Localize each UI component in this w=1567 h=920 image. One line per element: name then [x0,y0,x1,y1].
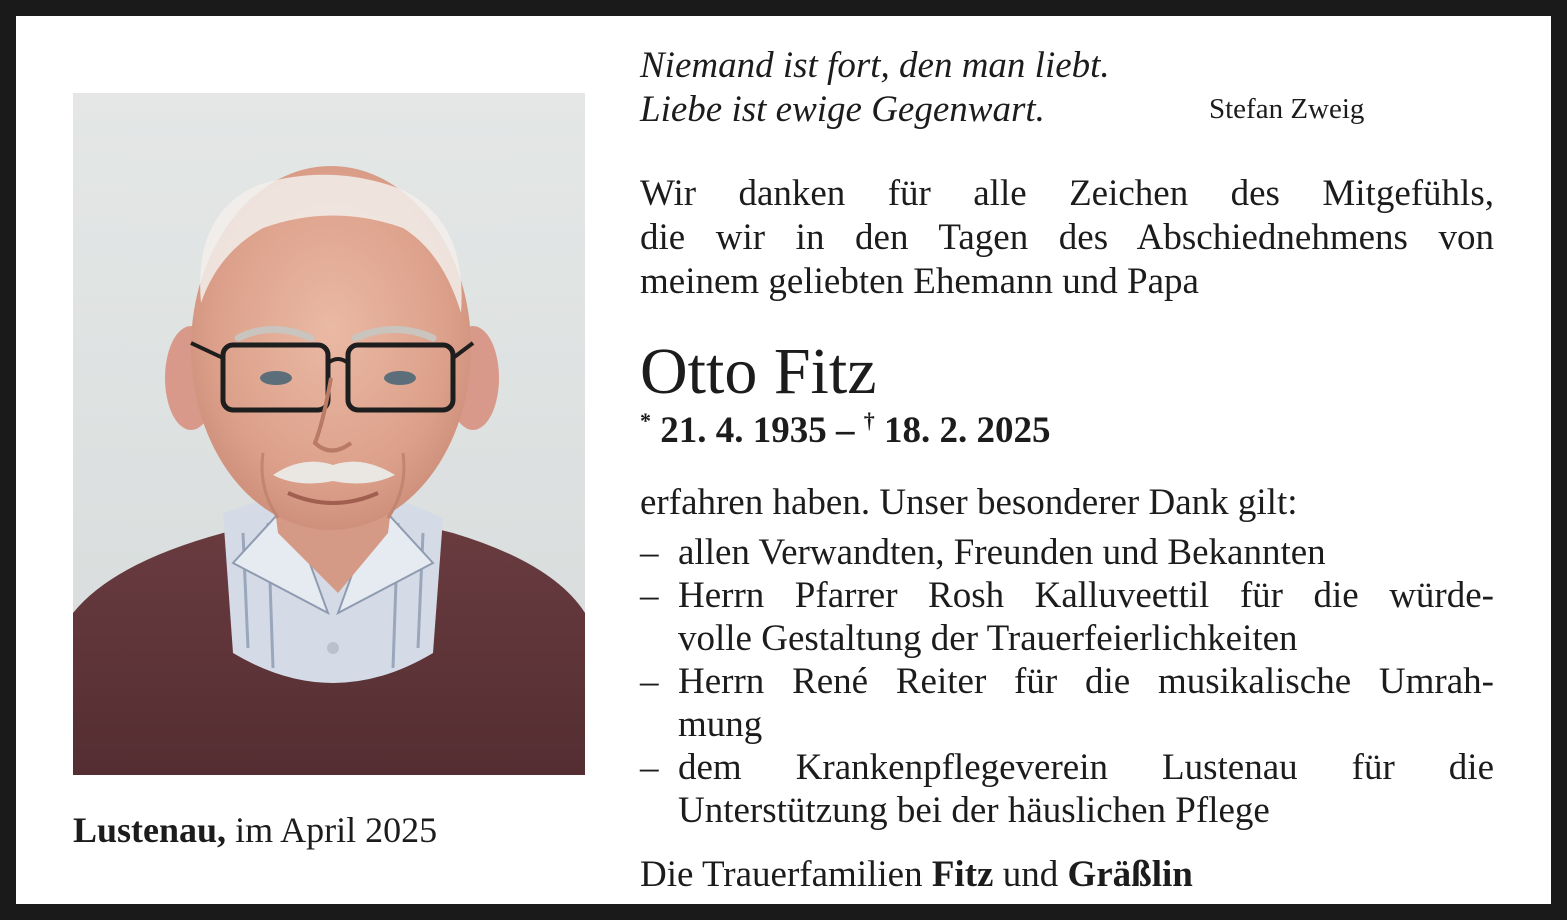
death-date: 18. 2. 2025 [884,410,1051,451]
list-item-line: dem Krankenpflegeverein Lustenau für die [678,747,1494,788]
life-dates [640,408,1051,452]
quote-line-2: Liebe ist ewige Gegenwart. [640,89,1045,130]
list-marker: – [640,532,659,573]
list-item-line: Herrn René Reiter für die musikalische Umrah- [678,661,1494,702]
list-item-line: mung [678,704,763,745]
family-name-1: Fitz [931,854,994,895]
place-date: im April 2025 [235,810,438,850]
birth-date: 21. 4. 1935 [660,410,827,451]
portrait-photo [73,93,585,775]
signature-prefix: Die Trauerfamilien [640,854,923,895]
thanks-intro: erfahren haben. Unser besonderer Dank gilt: [640,482,1298,523]
death-symbol: † [863,408,875,433]
place-and-date [73,809,437,851]
list-item-line: volle Gestaltung der Trauerfeierlichkeiten [678,618,1298,659]
list-item-line: allen Verwandten, Freunden und Bekannten [678,532,1326,573]
list-item [640,574,1494,660]
intro-line-1: Wir danken für alle Zeichen des Mitgefühls, [640,173,1494,214]
date-separator: – [836,410,855,451]
list-marker: – [640,661,659,702]
thanks-list [640,531,1494,832]
portrait-illustration [73,93,585,775]
list-item [640,746,1494,832]
quote-line-1: Niemand ist fort, den man liebt. [640,45,1110,86]
list-item-line: Unterstützung bei der häuslichen Pflege [678,790,1270,831]
place-name: Lustenau, [73,810,227,850]
list-marker: – [640,575,659,616]
quote-author: Stefan Zweig [1209,93,1365,125]
signature-conjunction: und [1002,854,1059,895]
intro-line-2: die wir in den Tagen des Abschiednehmens von [640,217,1494,258]
family-name-2: Gräßlin [1067,854,1193,895]
intro-paragraph [640,172,1494,304]
list-item-line: Herrn Pfarrer Rosh Kalluveettil für die würde- [678,575,1494,616]
list-item [640,660,1494,746]
quote [640,44,1110,132]
deceased-name: Otto Fitz [640,335,877,408]
birth-symbol: * [640,408,651,433]
list-marker: – [640,747,659,788]
intro-line-3: meinem geliebten Ehemann und Papa [640,261,1199,302]
signature [640,853,1193,896]
list-item [640,531,1494,574]
